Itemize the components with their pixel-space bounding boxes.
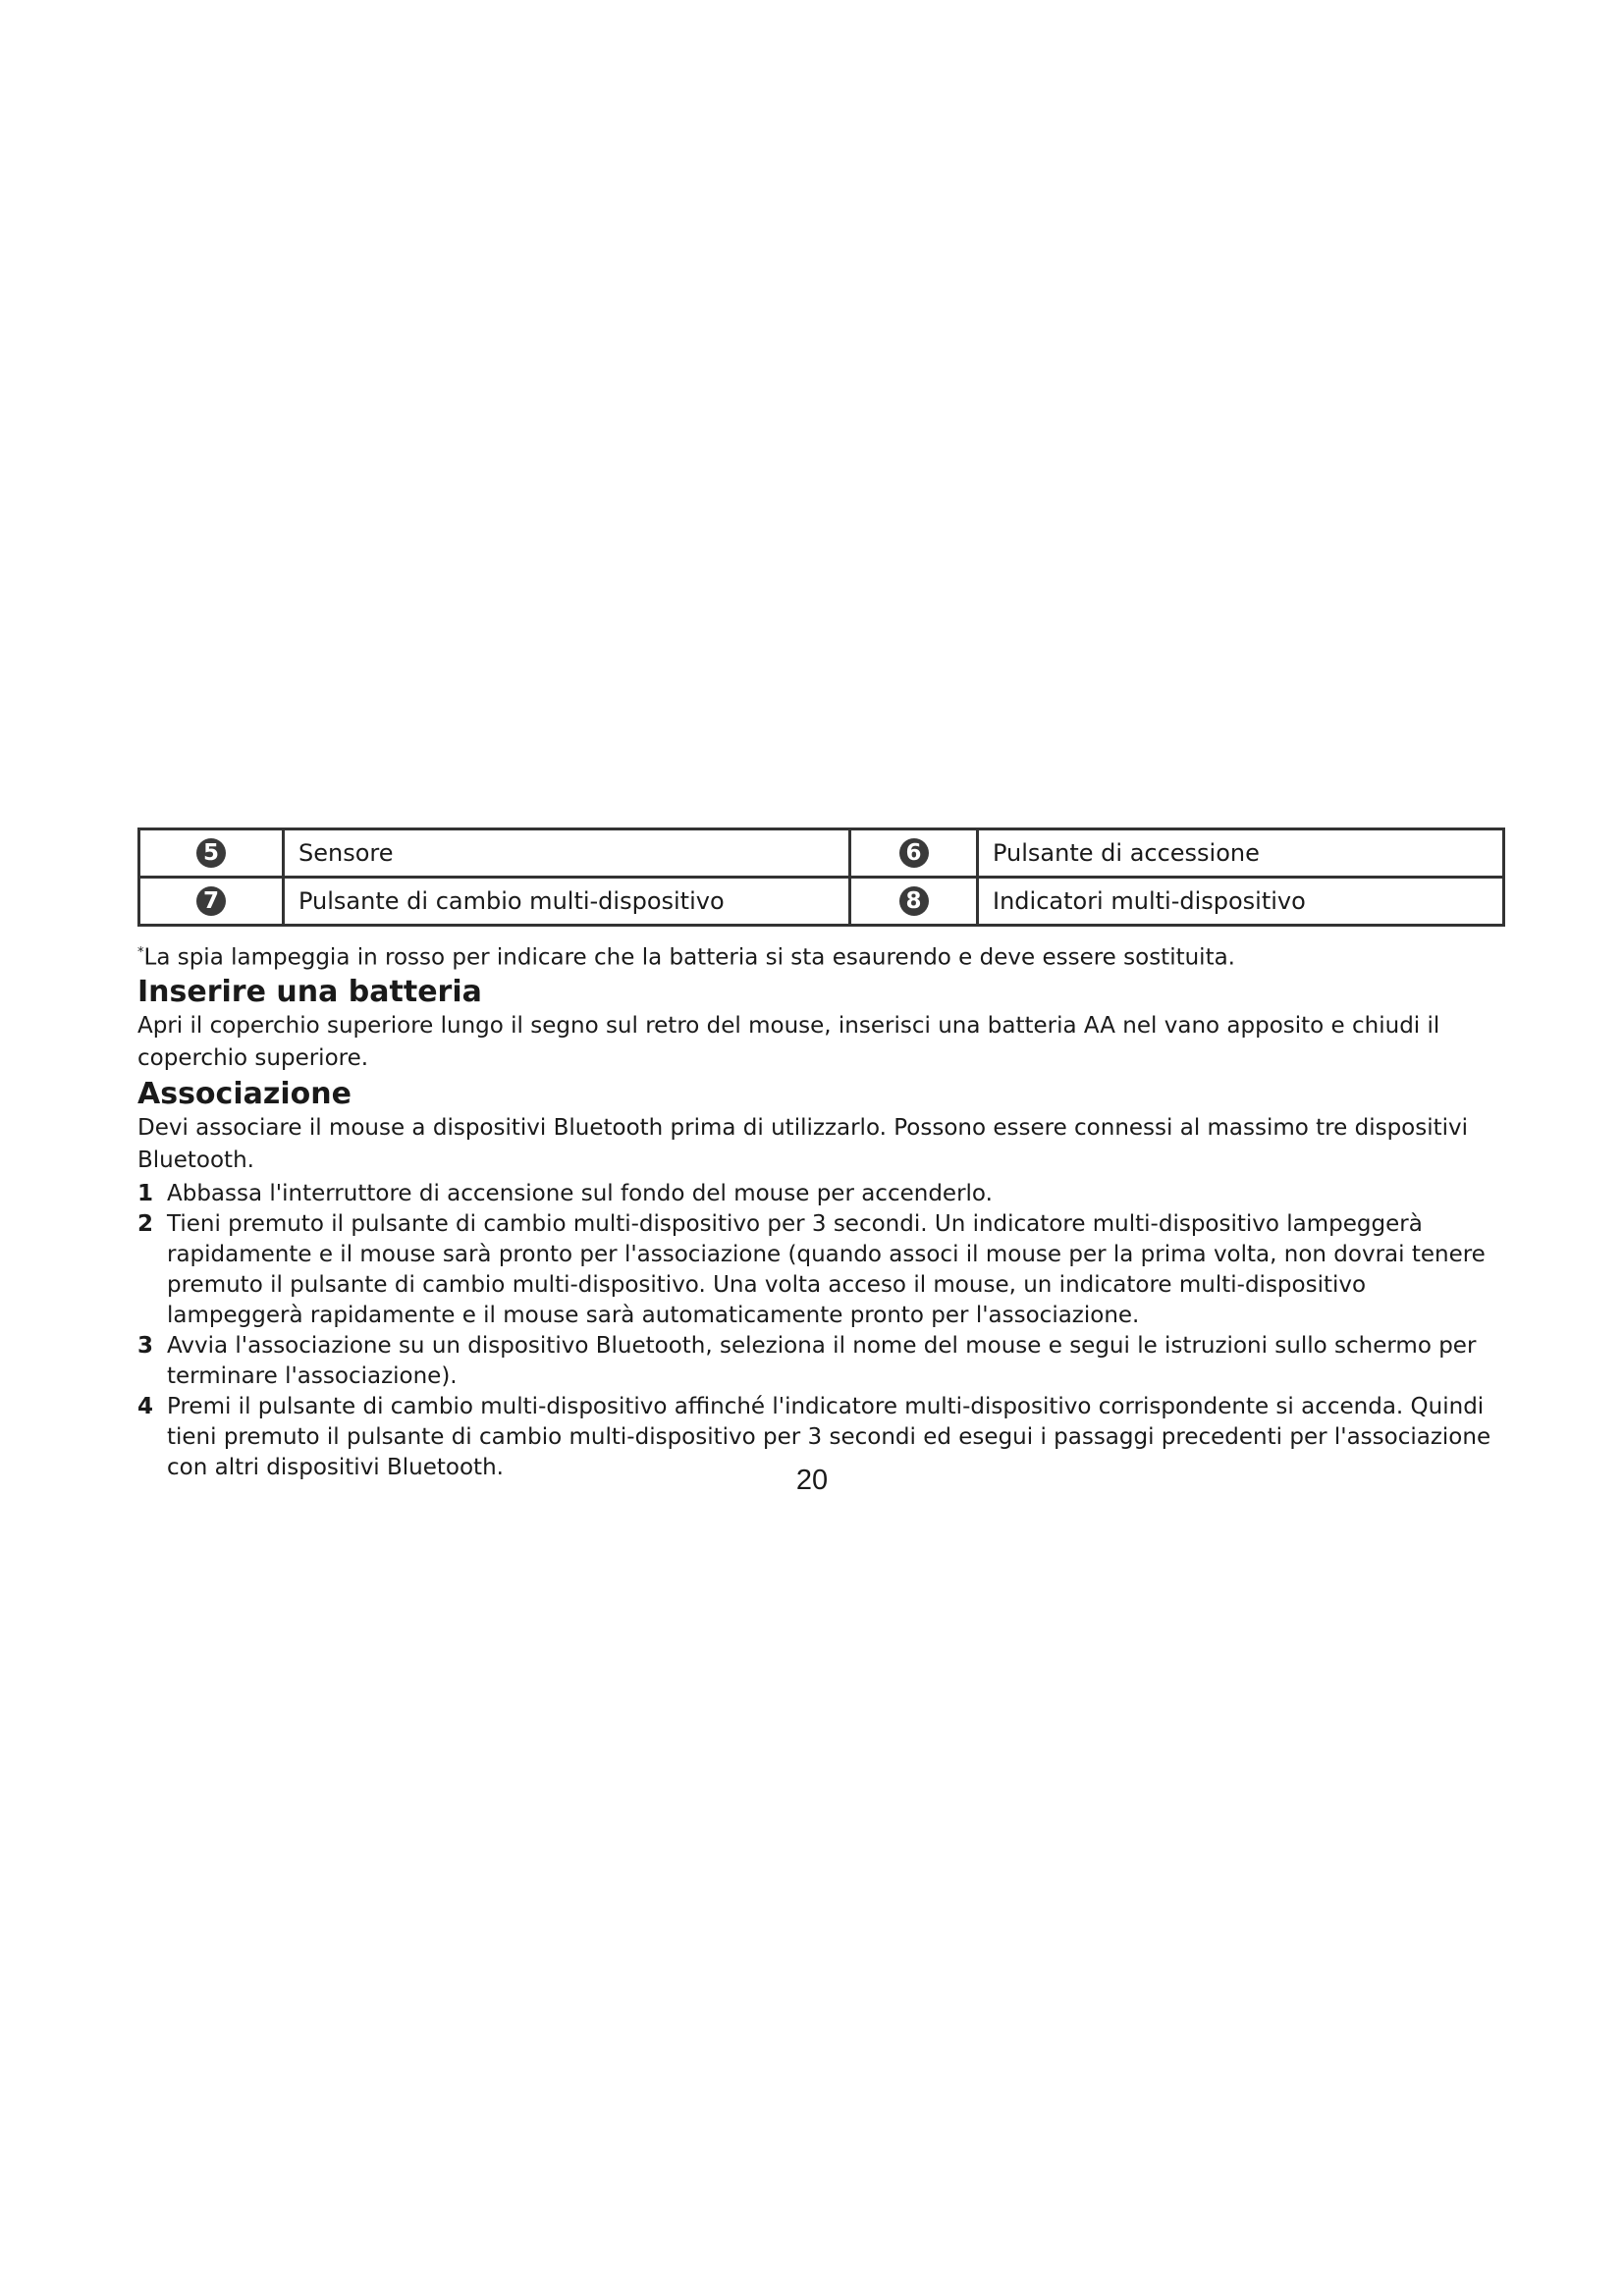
table-row [139,878,1504,926]
part-number-cell [850,829,978,878]
part-number-badge: 6 [899,838,929,868]
part-number-cell [139,878,284,926]
step-number: 3 [137,1332,154,1359]
pairing-steps [137,1179,1502,1483]
step-text: Tieni premuto il pulsante di cambio multi-dispositivo per 3 secondi. Un indicatore multi-dispositivo lampeggerà rapidamente e il mouse sarà pronto per l'associazione (quando associ il mouse per la prima volta, non dovrai tenere premuto il pulsante di cambio multi-dispositivo. Una volta acceso il mouse, un indicatore multi-dispositivo lampeggerà rapidamente e il mouse sarà automaticamente pronto per l'associazione. [167,1210,1486,1328]
step-text: Avvia l'associazione su un dispositivo Bluetooth, seleziona il nome del mouse e segui le istruzioni sullo schermo per terminare l'associazione). [167,1332,1477,1389]
footnote-text: La spia lampeggia in rosso per indicare che la batteria si sta esaurendo e deve essere sostituita. [143,944,1235,971]
page-content [137,828,1502,1483]
part-number-badge: 7 [196,886,226,916]
part-number-cell [139,829,284,878]
step-text: Premi il pulsante di cambio multi-dispositivo affinché l'indicatore multi-dispositivo corrispondente si accenda. Quindi tieni premuto il pulsante di cambio multi-dispositivo per 3 secondi ed esegui i passaggi precedenti per l'associazione con altri dispositivi Bluetooth. [167,1393,1491,1480]
step-text: Abbassa l'interruttore di accensione sul fondo del mouse per accenderlo. [167,1180,993,1206]
step-number: 2 [137,1210,154,1237]
part-number-cell [850,878,978,926]
list-item [137,1179,1502,1209]
part-label: Sensore [284,829,850,878]
step-number: 4 [137,1393,154,1419]
battery-heading: Inserire una batteria [137,974,482,1009]
part-label: Indicatori multi-dispositivo [978,878,1504,926]
list-item [137,1209,1502,1331]
part-number-badge: 5 [196,838,226,868]
part-label: Pulsante di accessione [978,829,1504,878]
pairing-heading: Associazione [137,1076,352,1111]
footnote-marker: * [137,945,144,960]
parts-table [137,828,1505,927]
pairing-intro: Devi associare il mouse a dispositivi Bluetooth prima di utilizzarlo. Possono essere connessi al massimo tre dispositivi Bluetooth. [137,1114,1469,1173]
table-row [139,829,1504,878]
battery-body: Apri il coperchio superiore lungo il segno sul retro del mouse, inserisci una batteria AA nel vano apposito e chiudi il coperchio superiore. [137,1012,1440,1071]
step-number: 1 [137,1180,154,1206]
part-label: Pulsante di cambio multi-dispositivo [284,878,850,926]
footnote [137,938,1502,973]
part-number-badge: 8 [899,886,929,916]
list-item [137,1331,1502,1392]
page-number: 20 [795,1465,829,1496]
